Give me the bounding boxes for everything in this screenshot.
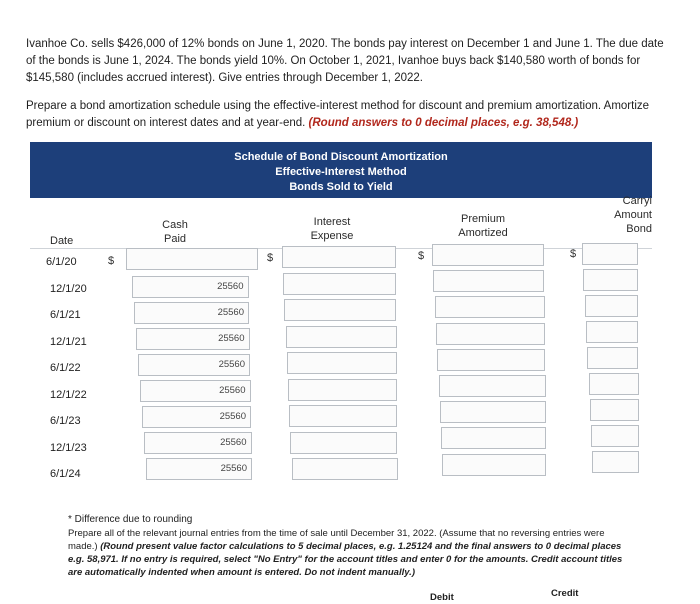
row-date: 6/1/22 bbox=[50, 362, 81, 374]
carrying-amount-input[interactable] bbox=[590, 399, 639, 421]
interest-expense-input[interactable] bbox=[287, 352, 397, 374]
carrying-amount-input[interactable] bbox=[586, 321, 638, 343]
interest-expense-input[interactable] bbox=[290, 432, 397, 454]
instructions bbox=[26, 98, 666, 132]
cash-paid-input[interactable]: 25560 bbox=[140, 380, 251, 402]
carrying-amount-input[interactable] bbox=[592, 451, 638, 473]
interest-expense-input[interactable] bbox=[286, 326, 397, 348]
premium-amortized-input[interactable] bbox=[439, 375, 546, 397]
row-date: 12/1/21 bbox=[50, 335, 87, 348]
row-date: 12/1/23 bbox=[50, 441, 87, 454]
schedule-title: Schedule of Bond Discount Amortization bbox=[234, 151, 448, 163]
interest-expense-input[interactable] bbox=[284, 299, 396, 321]
cash-paid-input[interactable]: 25560 bbox=[142, 406, 251, 428]
schedule-subtitle: Effective-Interest Method bbox=[275, 166, 407, 178]
premium-amortized-input[interactable] bbox=[440, 401, 546, 423]
instructions-text: Prepare a bond amortization schedule using the effective-interest method for discount and premium amortization. Amortize premium or discount on interest dates and at year-end. bbox=[26, 100, 650, 129]
carrying-amount-input[interactable] bbox=[589, 373, 639, 395]
cash-paid-input[interactable]: 25560 bbox=[132, 276, 249, 298]
premium-amortized-input[interactable] bbox=[432, 244, 544, 266]
cash-paid-input[interactable]: 25560 bbox=[136, 328, 250, 350]
currency-interest: $ bbox=[267, 252, 274, 264]
credit-column-header: Credit bbox=[551, 588, 579, 599]
col-header-carry-line2: Amount bbox=[614, 209, 652, 221]
col-header-premium-line1: Premium bbox=[460, 213, 505, 225]
carrying-amount-input[interactable] bbox=[585, 295, 639, 317]
col-header-cash-line1: Cash bbox=[162, 219, 188, 231]
schedule-header bbox=[30, 142, 652, 198]
col-header-cash-line2: Paid bbox=[163, 233, 187, 245]
row-date: 6/1/23 bbox=[50, 415, 81, 427]
carrying-amount-input[interactable] bbox=[587, 347, 638, 369]
carrying-amount-input[interactable] bbox=[583, 269, 638, 291]
row-date: 6/1/21 bbox=[50, 309, 81, 321]
row-date: 12/1/20 bbox=[50, 282, 87, 295]
row-date: 6/1/20 bbox=[46, 256, 77, 268]
problem-statement: Ivanhoe Co. sells $426,000 of 12% bonds on June 1, 2020. The bonds pay interest on December 1 and June 1. The due date of the bonds is June 1, 2024. The bonds yield 10%. On October 1, 2021, Ivanhoe buys back $140,580 worth of bonds for $145,580 (includes accrued interest). Give entries through December 1, 2022. bbox=[26, 38, 664, 84]
interest-expense-input[interactable] bbox=[288, 379, 397, 401]
carrying-amount-input[interactable] bbox=[582, 243, 638, 265]
col-header-date: Date bbox=[50, 235, 74, 247]
col-header-interest-line2: Expense bbox=[310, 230, 354, 242]
cash-paid-input[interactable] bbox=[126, 248, 258, 270]
col-header-premium-amortized bbox=[448, 212, 518, 240]
journal-instructions bbox=[68, 527, 628, 579]
premium-amortized-input[interactable] bbox=[436, 323, 545, 345]
col-header-premium-line2: Amortized bbox=[458, 227, 508, 239]
premium-amortized-input[interactable] bbox=[433, 270, 544, 292]
interest-expense-input[interactable] bbox=[282, 246, 396, 268]
cash-paid-input[interactable]: 25560 bbox=[144, 432, 252, 454]
currency-carrying: $ bbox=[570, 248, 577, 260]
premium-amortized-input[interactable] bbox=[442, 454, 546, 476]
rounding-footnote: * Difference due to rounding bbox=[68, 514, 193, 525]
debit-column-header: Debit bbox=[430, 592, 454, 603]
col-header-carry-line3: Bond bbox=[626, 223, 652, 235]
currency-premium: $ bbox=[418, 250, 425, 262]
journal-lead: Prepare all of the relevant journal entries from the time of sale until December 31, 2022. (Assume that no reversing entries were made.) bbox=[68, 528, 605, 552]
interest-expense-input[interactable] bbox=[289, 405, 397, 427]
col-header-interest-line1: Interest bbox=[313, 216, 351, 228]
schedule-subtitle-2: Bonds Sold to Yield bbox=[289, 181, 393, 193]
rounding-note: (Round answers to 0 decimal places, e.g. 38,548.) bbox=[308, 117, 579, 129]
premium-amortized-input[interactable] bbox=[437, 349, 545, 371]
col-header-carry-line1: Carryi bbox=[622, 195, 652, 207]
cash-paid-input[interactable]: 25560 bbox=[146, 458, 252, 480]
col-header-carrying-amount bbox=[608, 194, 652, 236]
premium-amortized-input[interactable] bbox=[441, 427, 546, 449]
amortization-schedule bbox=[30, 142, 652, 492]
journal-rounding-note: (Round present value factor calculations to 5 decimal places, e.g. 1.25124 and the final answers to 0 decimal places e.g. 58,971. If no entry is required, select "No Entry" for the account titles and enter 0 for the amounts. Credit account titles are automatically indented when amount is entered. Do not indent manually.) bbox=[68, 541, 623, 578]
cash-paid-input[interactable]: 25560 bbox=[134, 302, 249, 324]
cash-paid-input[interactable]: 25560 bbox=[138, 354, 250, 376]
row-date: 12/1/22 bbox=[50, 388, 87, 401]
premium-amortized-input[interactable] bbox=[435, 296, 545, 318]
carrying-amount-input[interactable] bbox=[591, 425, 639, 447]
interest-expense-input[interactable] bbox=[292, 458, 398, 480]
col-header-cash-paid bbox=[150, 218, 200, 246]
interest-expense-input[interactable] bbox=[283, 273, 396, 295]
row-date: 6/1/24 bbox=[50, 468, 81, 480]
col-header-interest-expense bbox=[300, 215, 364, 243]
currency-cash: $ bbox=[108, 255, 115, 267]
